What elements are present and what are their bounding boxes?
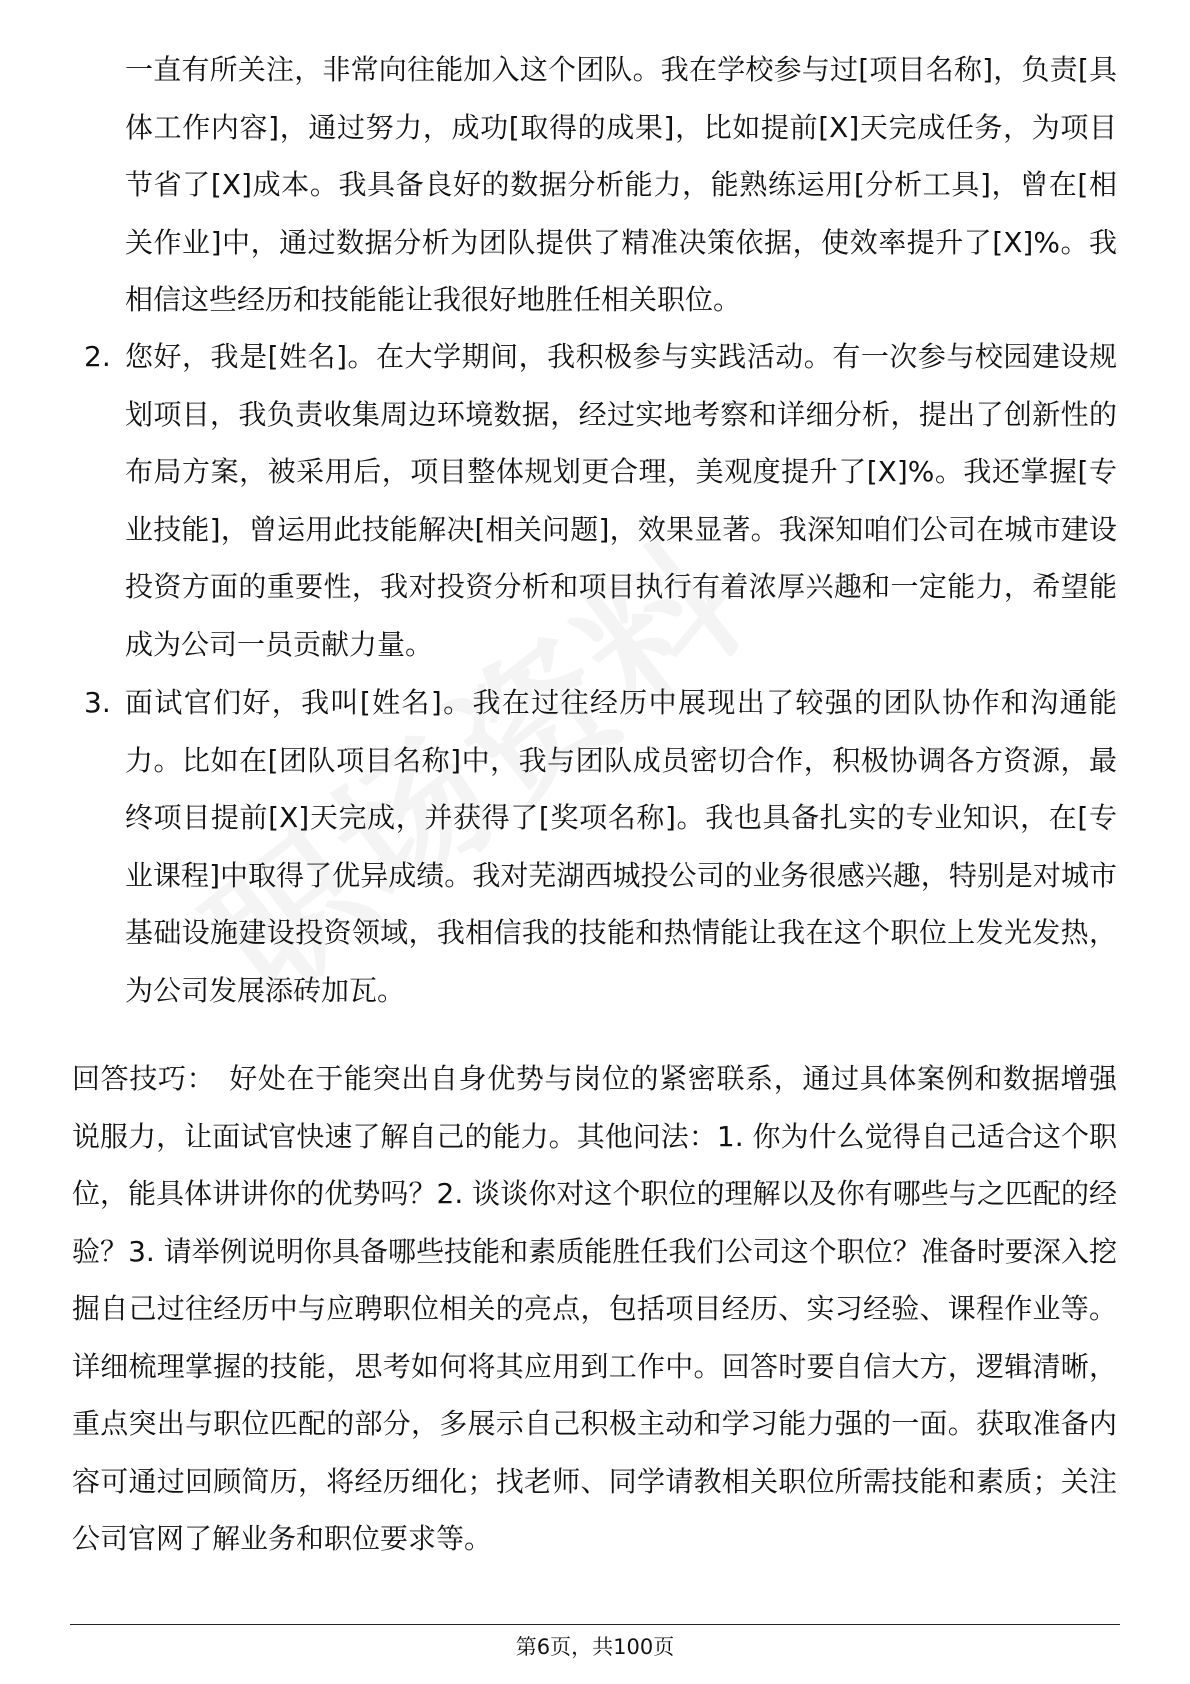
answer-item-2-text: 您好，我是[姓名]。在大学期间，我积极参与实践活动。有一次参与校园建设规划项目，我负责收集周边环境数据，经过实地考察和详细分析，提出了创新性的布局方案，被采用后，项目整体规划更合理，美观度提升了[X]%。我还掌握[专业技能]，曾运用此技能解决[相关问题]，效果显著。我深知咱们公司在城市建设投资方面的重要性，我对投资分析和项目执行有着浓厚兴趣和一定能力，希望能成为公司一员贡献力量。 [125, 340, 1117, 661]
answer-item-1-continuation: 一直有所关注，非常向往能加入这个团队。我在学校参与过[项目名称]，负责[具体工作内容]，通过努力，成功[取得的成果]，比如提前[X]天完成任务，为项目节省了[X]成本。我具备良好的数据分析能力，能熟练运用[分析工具]，曾在[相关作业]中，通过数据分析为团队提供了精准决策依据，使效率提升了[X]%。我相信这些经历和技能能让我很好地胜任相关职位。 [125, 53, 1117, 316]
answer-item-3-number: 3. [84, 686, 111, 719]
answer-tips-text: 好处在于能突出自身优势与岗位的紧密联系，通过具体案例和数据增强说服力，让面试官快速了解自己的能力。其他问法：1. 你为什么觉得自己适合这个职位，能具体讲讲你的优势吗？2. 谈谈你对这个职位的理解以及你有哪些与之匹配的经验？3. 请举例说明你具备哪些技能和素质能胜任我们公司这个职位？准备时要深入挖掘自己过往经历中与应聘职位相关的亮点，包括项目经历、实习经验、课程作业等。详细梳理掌握的技能，思考如何将其应用到工作中。回答时要自信大方，逻辑清晰，重点突出与职位匹配的部分，多展示自己积极主动和学习能力强的一面。获取准备内容可通过回顾简历，将经历细化；找老师、同学请教相关职位所需技能和素质；关注公司官网了解业务和职位要求等。 [72, 1062, 1117, 1555]
footer-divider [70, 1624, 1120, 1625]
page-number: 第6页，共100页 [515, 1635, 675, 1659]
answer-item-3-text: 面试官们好，我叫[姓名]。我在过往经历中展现出了较强的团队协作和沟通能力。比如在[团队项目名称]中，我与团队成员密切合作，积极协调各方资源，最终项目提前[X]天完成，并获得了[奖项名称]。我也具备扎实的专业知识，在[专业课程]中取得了优异成绩。我对芜湖西城投公司的业务很感兴趣，特别是对城市基础设施建设投资领域，我相信我的技能和热情能让我在这个职位上发光发热，为公司发展添砖加瓦。 [125, 686, 1117, 1007]
answer-item-2-number: 2. [84, 340, 111, 373]
answer-tips-label: 回答技巧： [72, 1062, 216, 1095]
answer-tips-paragraph [72, 1050, 1117, 1568]
